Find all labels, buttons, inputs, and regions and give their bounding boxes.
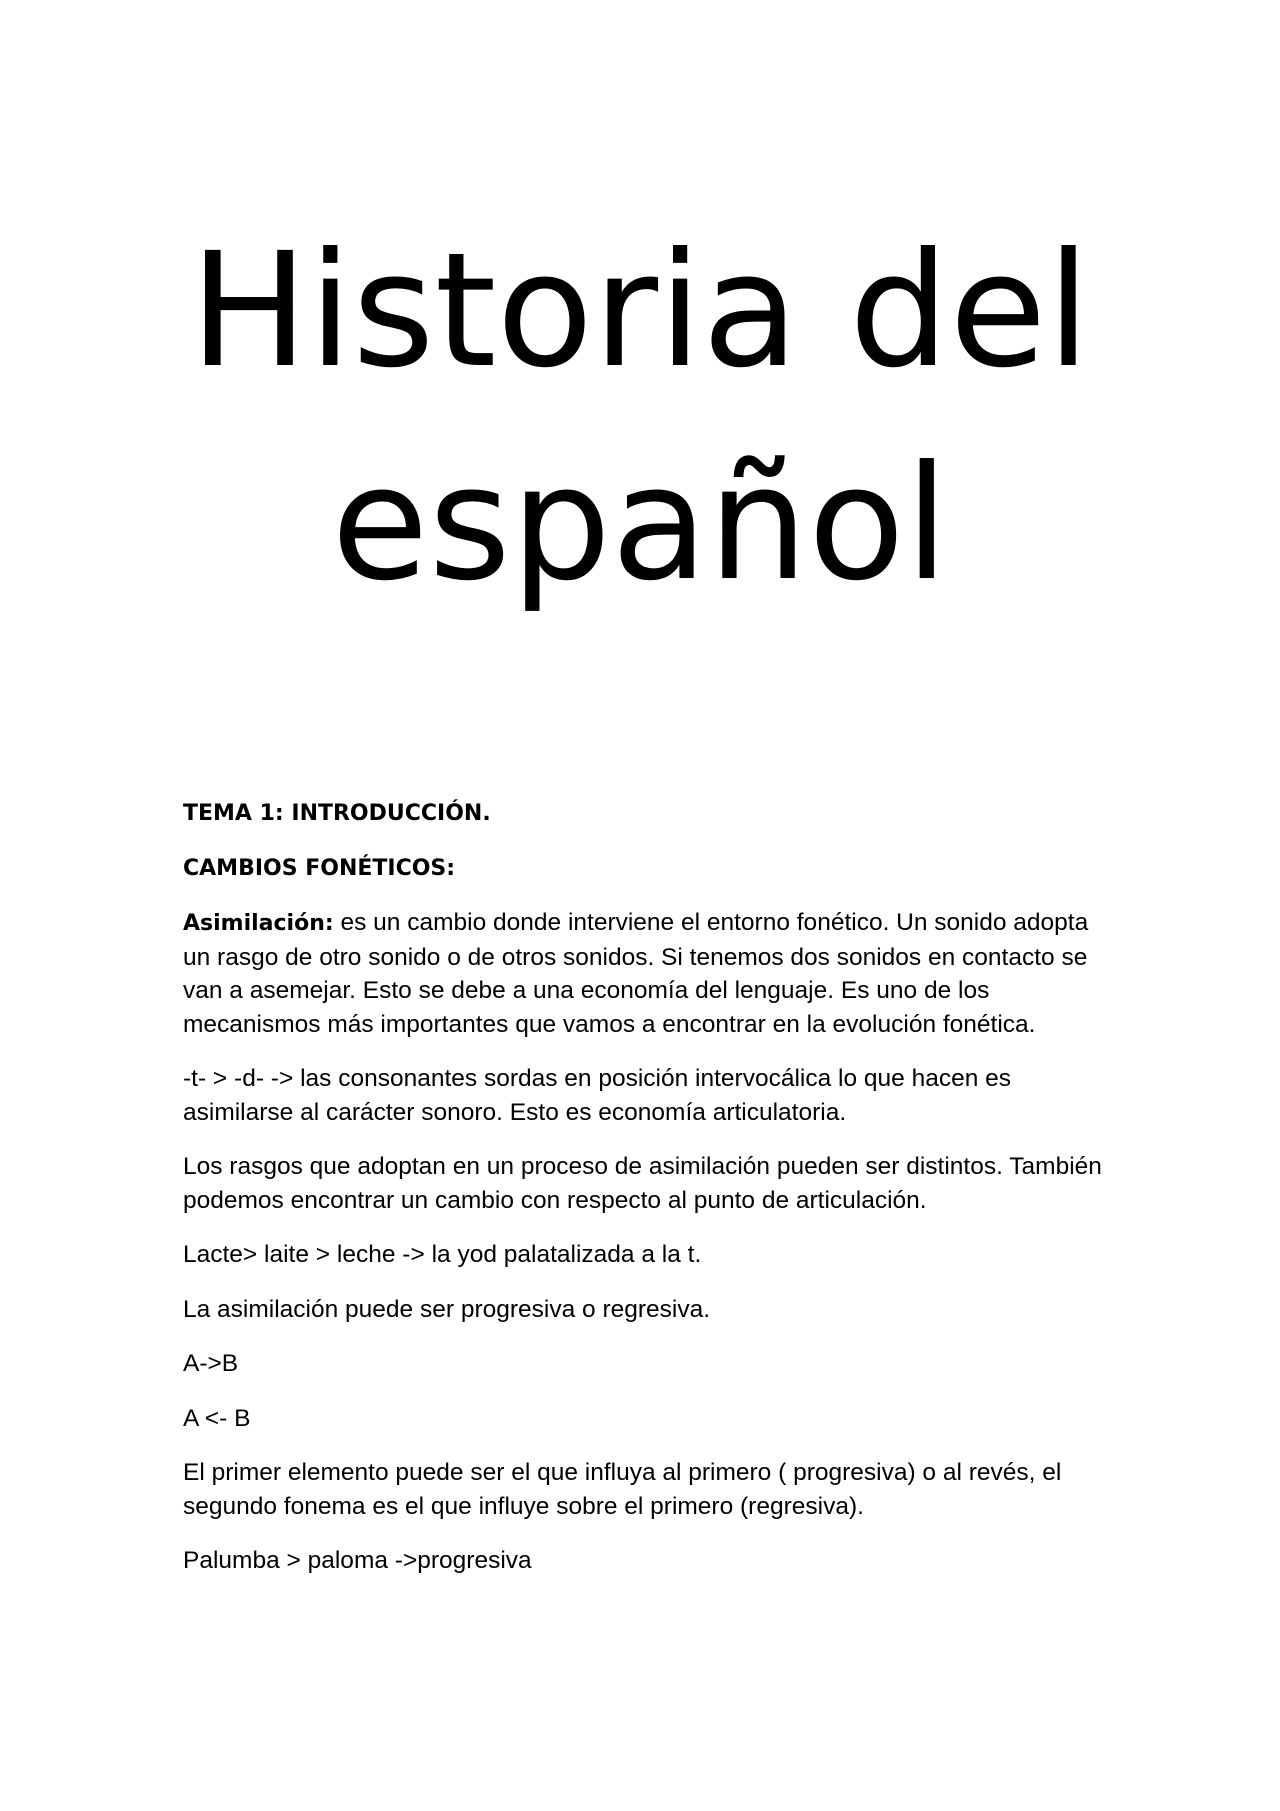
paragraph-progresiva-regresiva: La asimilación puede ser progresiva o regresiva. bbox=[183, 1295, 711, 1323]
topic-heading: TEMA 1: INTRODUCCIÓN. bbox=[183, 801, 491, 826]
paragraph-lacte: Lacte> laite > leche -> la yod palatalizada a la t. bbox=[183, 1241, 702, 1268]
title-line-2: español bbox=[331, 432, 949, 616]
paragraph-rasgos: Los rasgos que adoptan en un proceso de asimilación pueden ser distintos. También podemos encontrar un cambio con respecto al punto de articulación. bbox=[183, 1153, 1102, 1214]
paragraph-palumba: Palumba > paloma ->progresiva bbox=[183, 1547, 532, 1574]
paragraph-a-to-b: A->B bbox=[183, 1350, 239, 1377]
assimilation-text: es un cambio donde interviene el entorno fonético. Un sonido adopta un rasgo de otro sonido o de otros sonidos. Si tenemos dos sonidos en contacto se van a asemejar. Esto se debe a una economía del lenguaje. Es uno de los mecanismos más importantes que vamos a encontrar en la evolución fonética. bbox=[183, 909, 1089, 1038]
section-heading: CAMBIOS FONÉTICOS: bbox=[183, 855, 456, 881]
document-title bbox=[150, 205, 1130, 631]
assimilation-term: Asimilación: bbox=[183, 911, 334, 936]
assimilation-paragraph bbox=[183, 906, 1103, 1041]
paragraph-b-to-a: A <- B bbox=[183, 1404, 251, 1432]
document-body bbox=[183, 797, 1103, 1599]
paragraph-primer-elemento: El primer elemento puede ser el que influya al primero ( progresiva) o al revés, el segundo fonema es el que influye sobre el primero (regresiva). bbox=[183, 1459, 1062, 1520]
title-line-1: Historia del bbox=[189, 219, 1091, 403]
paragraph-intervocalic: -t- > -d- -> las consonantes sordas en posición intervocálica lo que hacen es asimilarse al carácter sonoro. Esto es economía articulatoria. bbox=[183, 1065, 1012, 1126]
